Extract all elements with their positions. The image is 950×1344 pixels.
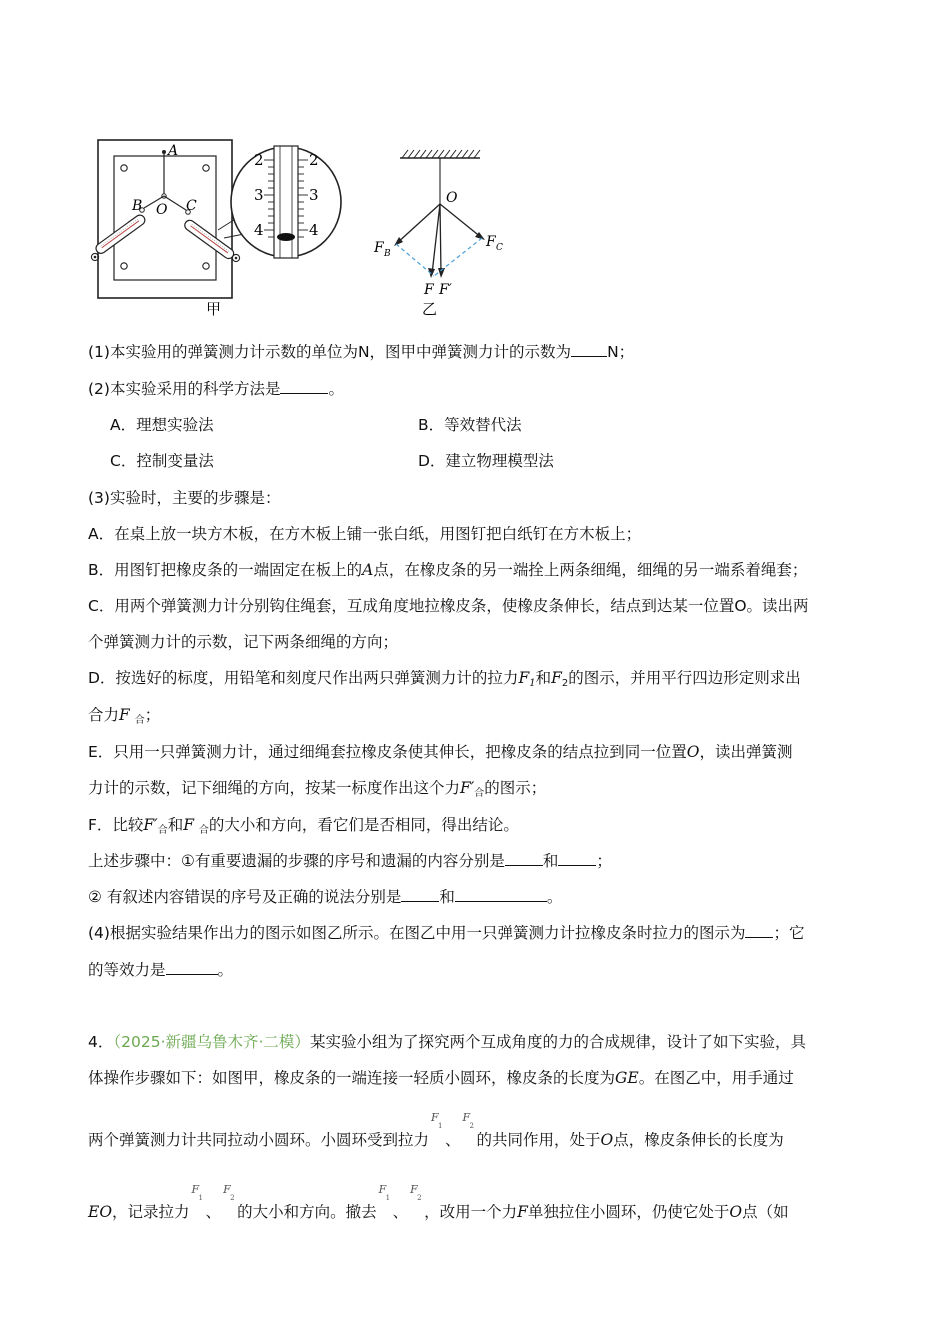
- q2-option-b: B．等效替代法: [418, 416, 522, 434]
- tick-2-left: 2: [254, 151, 264, 169]
- q3-step-e-1: E．只用一只弹簧测力计，通过细绳套拉橡皮条使其伸长，把橡皮条的结点拉到同一位置O，读出弹簧测: [88, 743, 793, 761]
- f1-symbol: F 1: [378, 1183, 391, 1202]
- q1-line: (1)本实验用的弹簧测力计示数的单位为N，图甲中弹簧测力计的示数为 N；: [88, 343, 635, 361]
- label-F: F: [424, 282, 434, 298]
- q3-sub2-blank-1[interactable]: [401, 887, 439, 902]
- p4-line-1: 4．（2025·新疆乌鲁木齐·二模）某实验小组为了探究两个互成角度的力的合成规律，设计了如下实验，具: [88, 1033, 806, 1051]
- q2-option-c: C．控制变量法: [110, 452, 214, 470]
- p4-source: （2025·新疆乌鲁木齐·二模）: [113, 1033, 310, 1051]
- label-C: C: [186, 198, 197, 214]
- f2-symbol: F 2: [410, 1183, 422, 1202]
- tick-2-right: 2: [309, 151, 319, 169]
- q4-line-2: 的等效力是 。: [88, 961, 234, 979]
- caption-yi: 乙: [422, 300, 438, 318]
- q2-line: (2)本实验采用的科学方法是 。: [88, 380, 344, 398]
- q2-blank[interactable]: [280, 379, 328, 394]
- q3-step-e-2: 力计的示数，记下细绳的方向，按某一标度作出这个力$F'_合$的图示；: [88, 779, 547, 799]
- label-FC: F: [486, 234, 496, 250]
- board-outer: [98, 140, 232, 298]
- q3-step-d-2: 合力F $_合$；: [88, 706, 161, 726]
- q2-option-d: D．建立物理模型法: [418, 452, 554, 470]
- label-A: A: [168, 143, 179, 159]
- label-FB-sub: B: [384, 249, 391, 259]
- label-O: O: [156, 202, 168, 218]
- f1-symbol: F 1: [191, 1183, 204, 1202]
- q4-blank-1[interactable]: [745, 923, 773, 938]
- q3-sub-1: 上述步骤中：①有重要遗漏的步骤的序号和遗漏的内容分别是 和 ；: [88, 852, 612, 870]
- q3-sub-2: ② 有叙述内容错误的序号及正确的说法分别是 和 。: [88, 888, 563, 906]
- figure-jia: [88, 136, 348, 321]
- q3-step-c-2: 个弹簧测力计的示数，记下两条细绳的方向；: [88, 633, 399, 651]
- figure-yi: [368, 146, 518, 321]
- pointer: [277, 233, 295, 241]
- paper-sheet: [114, 156, 216, 280]
- q3-step-a: A．在桌上放一块方木板，在方木板上铺一张白纸，用图钉把白纸钉在方木板上；: [88, 525, 642, 543]
- label-FB: F: [374, 240, 384, 256]
- q3-sub2-blank-2[interactable]: [455, 887, 547, 902]
- label-O: O: [446, 190, 458, 206]
- p4-line-2: 体操作步骤如下：如图甲，橡皮条的一端连接一轻质小圆环，橡皮条的长度为GE。在图乙中，用手通过: [88, 1069, 794, 1087]
- q3-step-c-1: C．用两个弹簧测力计分别钩住绳套，互成角度地拉橡皮条，使橡皮条伸长，结点到达某一位置O。读出两: [88, 597, 809, 615]
- caption-jia: 甲: [206, 300, 222, 318]
- label-B: B: [132, 198, 143, 214]
- q4-blank-2[interactable]: [166, 960, 218, 975]
- q3-sub1-blank-2[interactable]: [558, 851, 596, 866]
- q2-option-a: A．理想实验法: [110, 416, 214, 434]
- label-FC-sub: C: [496, 243, 503, 253]
- tick-4-right: 4: [309, 221, 319, 239]
- tick-3-right: 3: [309, 186, 319, 204]
- p4-line-4: EO，记录拉力 F 1 、 F 2 的大小和方向。撤去 F 1 、 F 2 ，改用一个力F单独拉住小圆环，仍使它处于O点（如: [88, 1183, 789, 1221]
- q3-step-d-1: D．按选好的标度，用铅笔和刻度尺作出两只弹簧测力计的拉力$F_1$和$F_2$的图示，并用平行四边形定则求出: [88, 669, 801, 689]
- q4-line-1: (4)根据实验结果作出力的图示如图乙所示。在图乙中用一只弹簧测力计拉橡皮条时拉力的图示为 ；它: [88, 924, 805, 942]
- f2-symbol: F 2: [223, 1183, 235, 1202]
- f1-symbol: F 1: [431, 1111, 443, 1130]
- tick-3-left: 3: [254, 186, 264, 204]
- q3-intro: (3)实验时，主要的步骤是：: [88, 489, 281, 507]
- p4-line-3: 两个弹簧测力计共同拉动小圆环。小圆环受到拉力 F 1 、 F 2 的共同作用，处于O点，橡皮条伸长的长度为: [88, 1111, 784, 1149]
- q3-sub1-blank-1[interactable]: [505, 851, 543, 866]
- f2-symbol: F 2: [462, 1111, 474, 1130]
- label-Fprime: F′: [439, 282, 452, 298]
- q3-step-f: F．比较$F'_合$和F $_合$的大小和方向，看它们是否相同，得出结论。: [88, 816, 519, 836]
- tick-4-left: 4: [254, 221, 264, 239]
- q3-step-b: B．用图钉把橡皮条的一端固定在板上的A点，在橡皮条的另一端拴上两条细绳，细绳的另一端系着绳套；: [88, 561, 808, 579]
- q1-blank[interactable]: [571, 342, 607, 357]
